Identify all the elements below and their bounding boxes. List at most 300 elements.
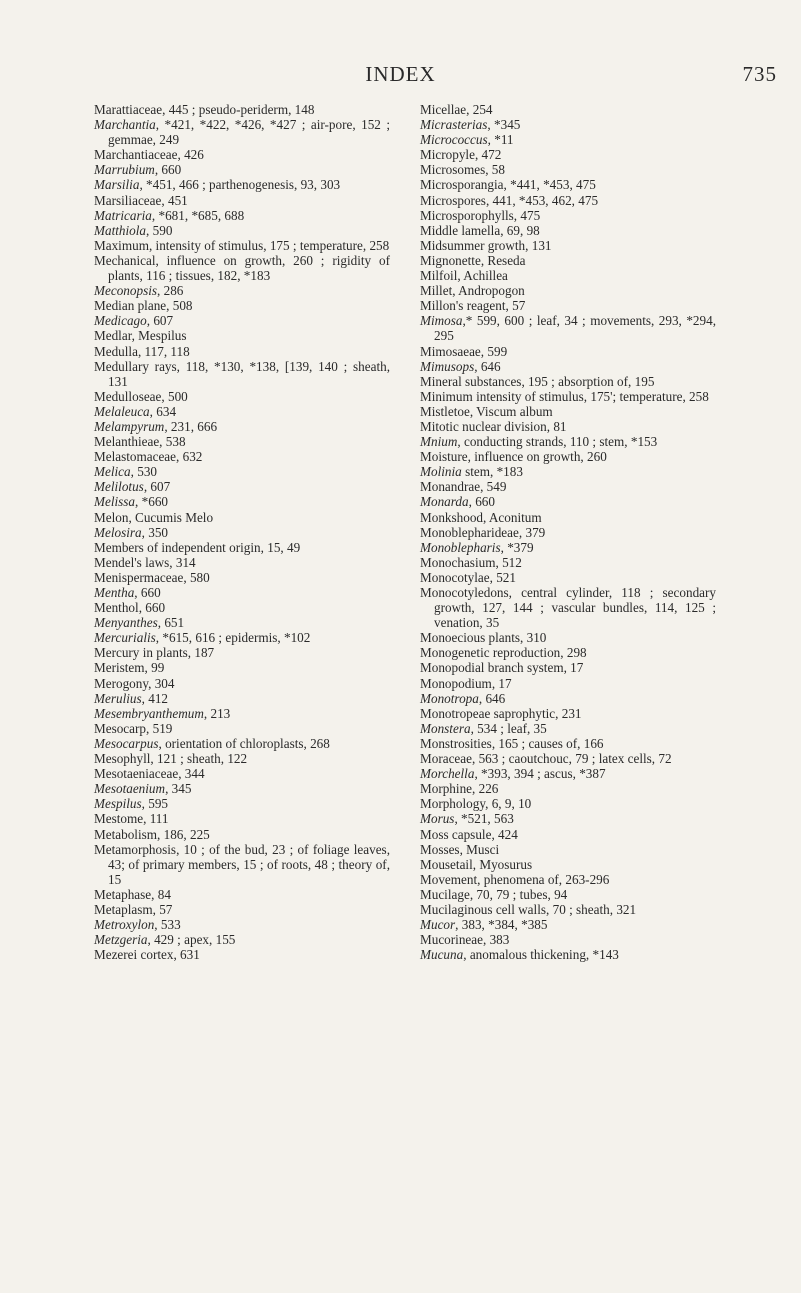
index-entry bbox=[420, 525, 716, 540]
index-term: Mercury in plants bbox=[94, 645, 188, 661]
index-references: , Andropogon bbox=[452, 283, 525, 299]
index-entry bbox=[420, 389, 716, 404]
index-references: , 631 bbox=[173, 947, 200, 963]
index-term: Monoblepharideae bbox=[420, 524, 519, 540]
index-references: , 187 bbox=[187, 645, 215, 661]
index-term: Mignonette bbox=[420, 252, 481, 268]
index-references: , 81 bbox=[546, 418, 567, 434]
index-term: Metamorphosis bbox=[94, 841, 177, 857]
index-term: Menyanthes bbox=[94, 615, 158, 631]
index-references: , 6, 9, 10 bbox=[485, 796, 532, 812]
index-term: Monkshood bbox=[420, 509, 484, 525]
index-term: Medullary rays bbox=[94, 358, 177, 374]
index-term: Micellae bbox=[420, 102, 467, 117]
index-references: , 441, *453, 462, 475 bbox=[485, 192, 599, 208]
index-term: Mesocarp bbox=[94, 720, 146, 736]
index-term: Mimosa bbox=[420, 313, 463, 329]
index-term: Metabolism bbox=[94, 826, 158, 842]
index-entry bbox=[94, 585, 390, 600]
index-entry bbox=[420, 857, 716, 872]
index-term: Marchantiaceae bbox=[94, 147, 178, 163]
index-term: Members of independent origin bbox=[94, 539, 261, 555]
index-term: Medicago bbox=[94, 313, 147, 329]
index-term: Moraceae bbox=[420, 751, 472, 767]
index-references: , intensity of stimulus, 175 ; temperature, 258 bbox=[148, 237, 390, 253]
index-references: , 646 bbox=[474, 358, 501, 374]
index-entry bbox=[420, 736, 716, 751]
index-references: , 580 bbox=[183, 569, 210, 585]
index-entry bbox=[94, 691, 390, 706]
page-header bbox=[0, 62, 801, 92]
index-term: Marsilia bbox=[94, 177, 140, 193]
index-term: Matricaria bbox=[94, 207, 152, 223]
index-references: , 310 bbox=[520, 630, 547, 646]
index-term: Monochasium bbox=[420, 554, 496, 570]
index-term: Maximum bbox=[94, 237, 149, 253]
index-entry bbox=[94, 570, 390, 585]
index-references: , central cylinder, 118 ; secondary growth, 127, 144 ; vascular bundles, 114, 125 ; venation, 35 bbox=[434, 585, 716, 631]
index-references: , 590 bbox=[146, 222, 173, 238]
index-term: Mechanical bbox=[94, 252, 156, 268]
index-column-right bbox=[420, 102, 716, 962]
index-entry bbox=[94, 630, 390, 645]
index-term: Mosses bbox=[420, 841, 460, 857]
index-entry bbox=[94, 177, 390, 192]
index-entry bbox=[420, 193, 716, 208]
index-references: , *660 bbox=[135, 494, 168, 510]
index-term: Monoblepharis bbox=[420, 539, 501, 555]
index-references: , 607 bbox=[146, 313, 174, 329]
index-references: , 298 bbox=[560, 645, 587, 661]
index-references: , *615, 616 ; epidermis, *102 bbox=[155, 630, 311, 646]
index-entry bbox=[420, 751, 716, 766]
index-references: , Aconitum bbox=[483, 509, 542, 525]
index-entry bbox=[94, 706, 390, 721]
index-references: , *441, *453, 475 bbox=[503, 177, 596, 193]
index-references: , *345 bbox=[487, 117, 521, 133]
index-entry bbox=[94, 328, 390, 343]
index-references: , 231, 666 bbox=[164, 418, 218, 434]
index-references: , 660 bbox=[134, 585, 161, 600]
index-references: , 195 ; absorption of, 195 bbox=[521, 373, 655, 389]
index-term: Meristem bbox=[94, 660, 145, 676]
index-term: Morus bbox=[420, 811, 455, 827]
index-term: Marrubium bbox=[94, 162, 155, 178]
index-term: Mesophyll bbox=[94, 751, 151, 767]
index-references: , *451, 466 ; parthenogenesis, 93, 303 bbox=[139, 177, 341, 193]
index-term: Menthol bbox=[94, 600, 139, 616]
index-references: , 57 bbox=[152, 901, 173, 917]
index-entry bbox=[420, 268, 716, 283]
index-term: Monarda bbox=[420, 494, 469, 510]
index-references: , 412 bbox=[141, 690, 168, 706]
index-term: Moisture bbox=[420, 449, 468, 465]
index-entry bbox=[420, 162, 716, 177]
index-entry bbox=[94, 313, 390, 328]
index-entry bbox=[94, 540, 390, 555]
index-term: Micrasterias bbox=[420, 117, 488, 133]
index-term: Microsporangia bbox=[420, 177, 504, 193]
index-references: , 660 bbox=[468, 494, 495, 510]
index-entry bbox=[420, 872, 716, 887]
index-term: Melastomaceae bbox=[94, 449, 177, 465]
index-term: Mimosaeae bbox=[420, 343, 481, 359]
index-term: Marsiliaceae bbox=[94, 192, 162, 208]
index-entry bbox=[420, 102, 716, 117]
index-references: , 595 bbox=[141, 796, 168, 812]
index-term: Mesocarpus bbox=[94, 735, 159, 751]
index-entry bbox=[94, 811, 390, 826]
index-entry bbox=[420, 147, 716, 162]
index-entry bbox=[420, 494, 716, 509]
index-term: Melilotus bbox=[94, 479, 144, 495]
index-references: stem, *183 bbox=[461, 464, 523, 480]
index-entry bbox=[420, 645, 716, 660]
index-references: , 383, *384, *385 bbox=[455, 917, 548, 933]
index-references: , 70, 79 ; tubes, 94 bbox=[469, 886, 568, 902]
index-term: Mesembryanthemum bbox=[94, 705, 204, 721]
index-references: , *393, 394 ; ascus, *387 bbox=[474, 766, 606, 782]
index-entry bbox=[94, 796, 390, 811]
index-term: Moss capsule bbox=[420, 826, 492, 842]
index-references: , 117, 118 bbox=[137, 343, 190, 359]
index-term: Mucilage bbox=[420, 886, 470, 902]
index-references: ,* 599, 600 ; leaf, 34 ; movements, 293, *294, 295 bbox=[434, 313, 716, 344]
index-term: Minimum bbox=[420, 388, 473, 404]
index-entry bbox=[94, 510, 390, 525]
index-references: , 165 ; causes of, 166 bbox=[491, 735, 604, 751]
index-references: , Achillea bbox=[457, 268, 508, 284]
index-references: , 286 bbox=[157, 283, 184, 299]
index-references: , 84 bbox=[151, 886, 171, 902]
index-entry bbox=[420, 449, 716, 464]
index-references: , 563 ; caoutchouc, 79 ; latex cells, 72 bbox=[471, 751, 672, 767]
index-references: , 519 bbox=[146, 720, 173, 736]
index-term: Melissa bbox=[94, 494, 136, 510]
index-entry bbox=[94, 208, 390, 223]
index-references: , 131 bbox=[525, 237, 552, 253]
index-entry bbox=[420, 887, 716, 902]
index-references: , Viscum album bbox=[469, 403, 553, 419]
index-references: , Reseda bbox=[480, 252, 526, 268]
index-term: Medulloseae bbox=[94, 388, 162, 404]
index-entry bbox=[94, 464, 390, 479]
index-entry bbox=[94, 298, 390, 313]
index-term: Molinia bbox=[420, 464, 462, 480]
index-entry bbox=[94, 842, 390, 887]
index-term: Micrococcus bbox=[420, 132, 488, 148]
index-term: Mucorineae bbox=[420, 932, 483, 948]
index-term: Morchella bbox=[420, 766, 475, 782]
index-entry bbox=[420, 796, 716, 811]
index-references: , 634 bbox=[149, 403, 177, 419]
index-term: Monocotylae bbox=[420, 569, 490, 585]
index-entry bbox=[420, 404, 716, 419]
index-references: , 445 ; pseudo-periderm, 148 bbox=[162, 102, 315, 117]
index-entry bbox=[420, 570, 716, 585]
index-entry bbox=[420, 479, 716, 494]
index-term: Mesotaeniaceae bbox=[94, 766, 179, 782]
index-references: , 213 bbox=[203, 705, 231, 721]
index-references: , Musci bbox=[459, 841, 500, 857]
index-entry bbox=[94, 525, 390, 540]
index-term: Micropyle bbox=[420, 147, 475, 163]
index-entry bbox=[94, 253, 390, 283]
index-entry bbox=[420, 374, 716, 389]
index-references: , 350 bbox=[141, 524, 168, 540]
index-entry bbox=[420, 510, 716, 525]
index-entry bbox=[420, 902, 716, 917]
index-references: , 451 bbox=[161, 192, 188, 208]
index-term: Millet bbox=[420, 283, 453, 299]
index-entry bbox=[420, 676, 716, 691]
index-references: , 10 ; of the bud, 23 ; of foliage leaves, 43; of primary members, 15 ; of roots, 48 ; theory of, 15 bbox=[108, 841, 390, 887]
index-entry bbox=[420, 298, 716, 313]
index-references: , 632 bbox=[176, 449, 203, 465]
index-entry bbox=[94, 283, 390, 298]
index-references: , anomalous thickening, *143 bbox=[463, 947, 619, 963]
index-term: Menispermaceae bbox=[94, 569, 184, 585]
index-entry bbox=[94, 404, 390, 419]
index-entry bbox=[420, 630, 716, 645]
index-references: , 111 bbox=[143, 811, 169, 827]
index-term: Melica bbox=[94, 464, 131, 480]
index-entry bbox=[94, 766, 390, 781]
index-entry bbox=[420, 585, 716, 630]
index-entry bbox=[420, 842, 716, 857]
index-term: Melanthieae bbox=[94, 434, 160, 450]
index-term: Microsomes bbox=[420, 162, 486, 178]
index-term: Movement bbox=[420, 871, 478, 887]
index-term: Melosira bbox=[94, 524, 142, 540]
index-entry bbox=[420, 117, 716, 132]
index-term: Melaleuca bbox=[94, 403, 150, 419]
index-term: Mercurialis bbox=[94, 630, 156, 646]
index-entry bbox=[94, 660, 390, 675]
index-references: , 424 bbox=[491, 826, 518, 842]
index-entry bbox=[94, 162, 390, 177]
index-entry bbox=[420, 766, 716, 781]
index-entry bbox=[94, 193, 390, 208]
index-entry bbox=[94, 223, 390, 238]
index-term: Marchantia bbox=[94, 117, 156, 133]
index-term: Marattiaceae bbox=[94, 102, 163, 117]
index-term: Merogony bbox=[94, 675, 149, 691]
index-entry bbox=[420, 223, 716, 238]
index-term: Monopodium bbox=[420, 675, 492, 691]
index-references: , 646 bbox=[478, 690, 506, 706]
index-references: , 69, 98 bbox=[500, 222, 540, 238]
index-references: , 660 bbox=[138, 600, 166, 616]
index-entry bbox=[420, 917, 716, 932]
index-term: Mnium bbox=[420, 434, 458, 450]
index-references: , 660 bbox=[154, 162, 182, 178]
index-term: Metzgeria bbox=[94, 932, 148, 948]
index-references: , 475 bbox=[513, 207, 541, 223]
index-term: Monopodial branch system bbox=[420, 660, 564, 676]
index-entry bbox=[94, 615, 390, 630]
index-references: , 472 bbox=[474, 147, 502, 163]
index-term: Morphology bbox=[420, 796, 486, 812]
index-term: Mezerei cortex bbox=[94, 947, 174, 963]
index-entry bbox=[94, 389, 390, 404]
index-references: , influence on growth, 260 bbox=[467, 449, 607, 465]
index-entry bbox=[420, 238, 716, 253]
index-term: Mucor bbox=[420, 917, 456, 933]
index-references: , 345 bbox=[165, 781, 192, 797]
index-entry bbox=[94, 781, 390, 796]
index-term: Medulla bbox=[94, 343, 138, 359]
index-term: Mimusops bbox=[420, 358, 475, 374]
index-entry bbox=[420, 344, 716, 359]
index-references: , 118, *130, *138, [139, 140 ; sheath, 131 bbox=[108, 358, 390, 389]
index-term: Mistletoe bbox=[420, 403, 470, 419]
index-references: , conducting strands, 110 ; stem, *153 bbox=[457, 434, 658, 450]
index-entry bbox=[94, 147, 390, 162]
index-references: , 599 bbox=[480, 343, 508, 359]
index-entry bbox=[94, 479, 390, 494]
index-term: Mendel's laws bbox=[94, 554, 170, 570]
index-references: , 383 bbox=[482, 932, 510, 948]
index-entry bbox=[420, 359, 716, 374]
index-term: Merulius bbox=[94, 690, 142, 706]
index-term: Mousetail bbox=[420, 856, 473, 872]
index-references: , 57 bbox=[505, 298, 526, 314]
index-entry bbox=[94, 117, 390, 147]
index-term: Mentha bbox=[94, 585, 135, 600]
index-entry bbox=[420, 253, 716, 268]
index-term: Microsporophylls bbox=[420, 207, 514, 223]
index-term: Monstera bbox=[420, 720, 471, 736]
index-references: , 99 bbox=[144, 660, 165, 676]
index-term: Mineral substances bbox=[420, 373, 522, 389]
index-entry bbox=[94, 359, 390, 389]
index-term: Middle lamella bbox=[420, 222, 501, 238]
index-entry bbox=[94, 419, 390, 434]
index-entry bbox=[420, 706, 716, 721]
index-entry bbox=[94, 494, 390, 509]
index-references: , 607 bbox=[143, 479, 171, 495]
index-references: , *11 bbox=[487, 132, 514, 148]
index-entry bbox=[420, 660, 716, 675]
index-entry bbox=[94, 676, 390, 691]
index-references: , Cucumis Melo bbox=[128, 509, 214, 525]
index-term: Matthiola bbox=[94, 222, 147, 238]
index-term: Mespilus bbox=[94, 796, 142, 812]
index-entry bbox=[420, 540, 716, 555]
index-references: , Myosurus bbox=[472, 856, 533, 872]
index-entry bbox=[94, 932, 390, 947]
index-references: , 186, 225 bbox=[157, 826, 210, 842]
index-references: , orientation of chloroplasts, 268 bbox=[158, 735, 330, 751]
index-references: , 70 ; sheath, 321 bbox=[546, 901, 637, 917]
index-term: Mestome bbox=[94, 811, 144, 827]
index-references: , *681, *685, 688 bbox=[151, 207, 245, 223]
index-entry bbox=[420, 691, 716, 706]
index-term: Melampyrum bbox=[94, 418, 165, 434]
index-term: Milfoil bbox=[420, 268, 458, 284]
index-references: , *379 bbox=[500, 539, 534, 555]
index-references: , 538 bbox=[159, 434, 186, 450]
index-entry bbox=[94, 449, 390, 464]
index-entry bbox=[94, 751, 390, 766]
index-term: Millon's reagent bbox=[420, 298, 506, 314]
index-entry bbox=[420, 434, 716, 449]
index-references: , 226 bbox=[472, 781, 499, 797]
index-entry bbox=[94, 736, 390, 751]
index-references: , 429 ; apex, 155 bbox=[147, 932, 236, 948]
index-entry bbox=[420, 555, 716, 570]
index-references: , 15, 49 bbox=[260, 539, 301, 555]
index-term: Monoecious plants bbox=[420, 630, 520, 646]
index-references: , 17 bbox=[563, 660, 584, 676]
index-references: , 17 bbox=[491, 675, 512, 691]
index-references: , 500 bbox=[161, 388, 188, 404]
index-term: Median plane bbox=[94, 298, 167, 314]
index-references: , Mespilus bbox=[131, 328, 187, 344]
index-term: Morphine bbox=[420, 781, 473, 797]
index-references: , 512 bbox=[495, 554, 522, 570]
index-entry bbox=[94, 902, 390, 917]
index-term: Monstrosities bbox=[420, 735, 492, 751]
index-entry bbox=[420, 177, 716, 192]
index-term: Mesotaenium bbox=[94, 781, 166, 797]
index-references: , 314 bbox=[169, 554, 196, 570]
index-entry bbox=[420, 464, 716, 479]
index-column-left bbox=[94, 102, 390, 962]
index-entry bbox=[420, 811, 716, 826]
index-entry bbox=[420, 419, 716, 434]
index-term: Mitotic nuclear division bbox=[420, 418, 547, 434]
index-references: , 651 bbox=[157, 615, 185, 631]
index-references: intensity of stimulus, 175'; temperature, 258 bbox=[472, 388, 709, 404]
index-entry bbox=[94, 600, 390, 615]
index-term: Microspores bbox=[420, 192, 486, 208]
index-entry bbox=[420, 132, 716, 147]
index-entry bbox=[420, 781, 716, 796]
index-references: , 58 bbox=[485, 162, 505, 178]
page-number: 735 bbox=[742, 62, 777, 86]
index-term: Monogenetic reproduction bbox=[420, 645, 561, 661]
index-references: , 549 bbox=[480, 479, 507, 495]
index-references: , *421, *422, *426, *427 ; air-pore, 152 ; gemmae, 249 bbox=[108, 117, 390, 148]
index-entry bbox=[94, 947, 390, 962]
index-term: Metroxylon bbox=[94, 917, 155, 933]
index-term: Monotropa bbox=[420, 690, 479, 706]
index-references: , 521 bbox=[489, 569, 516, 585]
index-references: , 254 bbox=[466, 102, 493, 117]
index-term: Mucuna bbox=[420, 947, 464, 963]
index-entry bbox=[94, 344, 390, 359]
index-references: , 533 bbox=[154, 917, 181, 933]
index-term: Midsummer growth bbox=[420, 237, 526, 253]
index-references: , influence on growth, 260 ; rigidity of plants, 116 ; tissues, 182, *183 bbox=[108, 252, 390, 284]
index-entry bbox=[94, 238, 390, 253]
index-entry bbox=[94, 721, 390, 736]
index-references: , 121 ; sheath, 122 bbox=[150, 751, 248, 767]
index-entry bbox=[94, 645, 390, 660]
index-entry bbox=[420, 947, 716, 962]
index-entry bbox=[420, 721, 716, 736]
index-entry bbox=[420, 313, 716, 343]
index-references: , phenomena of, 263-296 bbox=[477, 871, 610, 887]
index-term: Monotropeae bbox=[420, 705, 491, 721]
index-term: Monandrae bbox=[420, 479, 481, 495]
index-term: Metaplasm bbox=[94, 901, 153, 917]
index-entry bbox=[94, 887, 390, 902]
index-term: Metaphase bbox=[94, 886, 152, 902]
index-entry bbox=[420, 208, 716, 223]
